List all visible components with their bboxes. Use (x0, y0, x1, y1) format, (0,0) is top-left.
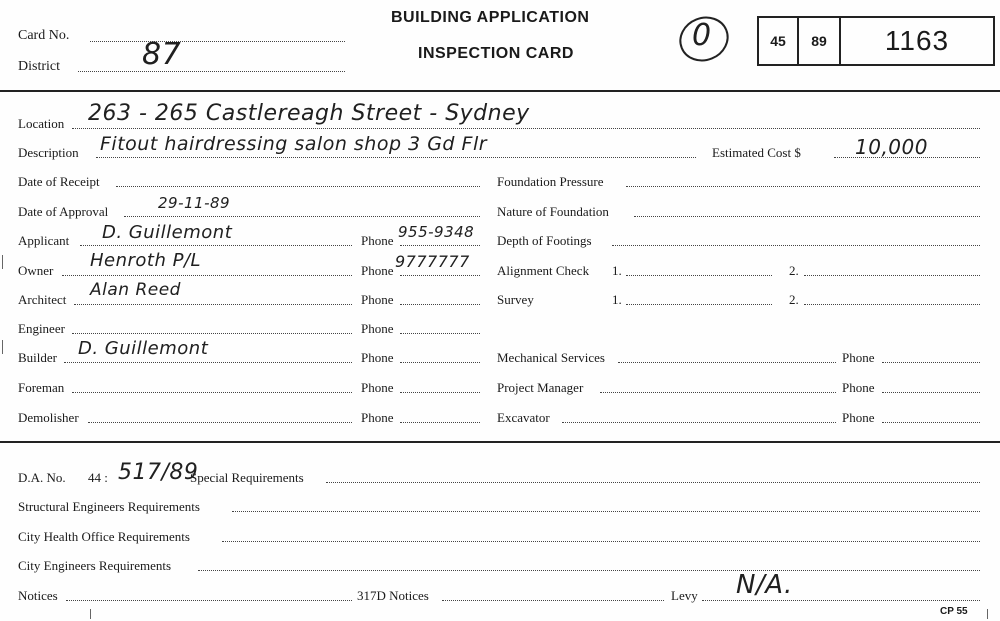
architect-phone-label: Phone (361, 292, 394, 307)
alignment-check-num-2: 2. (789, 263, 799, 278)
applicant-phone-label: Phone (361, 233, 394, 248)
description-field[interactable] (96, 157, 696, 158)
architect-value: Alan Reed (90, 280, 181, 300)
location-field[interactable] (72, 128, 980, 129)
depth-of-footings-label: Depth of Footings (497, 233, 592, 248)
levy-field[interactable] (702, 600, 980, 601)
engineer-phone-field[interactable] (400, 333, 480, 334)
da-no-value: 517/89 (118, 460, 199, 485)
left-edge-tick-2 (2, 340, 3, 354)
builder-phone-field[interactable] (400, 362, 480, 363)
mechanical-services-phone-label: Phone (842, 350, 875, 365)
foreman-phone-label: Phone (361, 380, 394, 395)
builder-label: Builder (18, 350, 57, 365)
box-left-value: 45 (770, 33, 786, 49)
estimated-cost-value: 10,000 (855, 135, 928, 159)
left-edge-tick-1 (2, 255, 3, 269)
alignment-check-label: Alignment Check (497, 263, 590, 278)
owner-value: Henroth P/L (90, 250, 202, 271)
foreman-field[interactable] (72, 392, 352, 393)
middle-rule (0, 441, 1000, 443)
project-manager-field[interactable] (600, 392, 836, 393)
applicant-label: Applicant (18, 233, 70, 248)
box-number-value: 1163 (884, 25, 950, 56)
nature-of-foundation-field[interactable] (634, 216, 980, 217)
builder-phone-label: Phone (361, 350, 394, 365)
mechanical-services-phone-field[interactable] (882, 362, 980, 363)
excavator-phone-field[interactable] (882, 422, 980, 423)
description-label: Description (18, 145, 79, 160)
district-value: 87 (142, 37, 182, 72)
circled-mark (676, 12, 732, 66)
title-line-2: INSPECTION CARD (418, 45, 574, 62)
card-no-label: Card No. (18, 28, 70, 43)
project-manager-label: Project Manager (497, 380, 584, 395)
owner-phone-field[interactable] (400, 275, 480, 276)
owner-label: Owner (18, 263, 54, 278)
notices-317d-label: 317D Notices (357, 588, 429, 603)
foreman-phone-field[interactable] (400, 392, 480, 393)
demolisher-label: Demolisher (18, 410, 79, 425)
card-number-box (757, 16, 995, 66)
structural-engineers-label: Structural Engineers Requirements (18, 499, 200, 514)
box-left-cell (759, 18, 799, 64)
survey-field-1[interactable] (626, 304, 772, 305)
estimated-cost-label: Estimated Cost $ (712, 145, 801, 160)
demolisher-phone-label: Phone (361, 410, 394, 425)
notices-field[interactable] (66, 600, 352, 601)
location-label: Location (18, 116, 65, 131)
excavator-phone-label: Phone (842, 410, 875, 425)
builder-field[interactable] (64, 362, 352, 363)
special-requirements-field[interactable] (326, 482, 980, 483)
circled-mark-text: 0 (692, 18, 712, 53)
box-mid-cell (799, 18, 841, 64)
description-value: Fitout hairdressing salon shop 3 Gd Flr (100, 133, 488, 155)
demolisher-field[interactable] (88, 422, 352, 423)
city-engineers-label: City Engineers Requirements (18, 558, 172, 573)
date-of-receipt-label: Date of Receipt (18, 174, 100, 189)
foreman-label: Foreman (18, 380, 65, 395)
city-health-field[interactable] (222, 541, 980, 542)
notices-317d-field[interactable] (442, 600, 664, 601)
foundation-pressure-label: Foundation Pressure (497, 174, 604, 189)
engineer-field[interactable] (72, 333, 352, 334)
district-field[interactable] (78, 71, 345, 72)
levy-label: Levy (671, 588, 698, 603)
architect-field[interactable] (74, 304, 352, 305)
da-no-prefix: 44 : (88, 470, 108, 485)
owner-phone-value: 9777777 (395, 252, 470, 271)
excavator-label: Excavator (497, 410, 550, 425)
location-value: 263 - 265 Castlereagh Street - Sydney (88, 101, 530, 126)
applicant-field[interactable] (80, 245, 352, 246)
structural-engineers-field[interactable] (232, 511, 980, 512)
levy-value: N/A. (736, 570, 793, 600)
project-manager-phone-field[interactable] (882, 392, 980, 393)
box-mid-value: 89 (811, 33, 827, 49)
foundation-pressure-field[interactable] (626, 186, 980, 187)
alignment-check-field-2[interactable] (804, 275, 980, 276)
survey-label: Survey (497, 292, 534, 307)
survey-field-2[interactable] (804, 304, 980, 305)
applicant-phone-field[interactable] (400, 245, 480, 246)
depth-of-footings-field[interactable] (612, 245, 980, 246)
alignment-check-num-1: 1. (612, 263, 622, 278)
city-engineers-field[interactable] (198, 570, 980, 571)
engineer-label: Engineer (18, 321, 65, 336)
card-no-field[interactable] (90, 41, 345, 42)
architect-label: Architect (18, 292, 67, 307)
project-manager-phone-label: Phone (842, 380, 875, 395)
mechanical-services-field[interactable] (618, 362, 836, 363)
engineer-phone-label: Phone (361, 321, 394, 336)
alignment-check-field-1[interactable] (626, 275, 772, 276)
bottom-edge-tick (90, 609, 91, 619)
nature-of-foundation-label: Nature of Foundation (497, 204, 609, 219)
top-rule (0, 90, 1000, 92)
right-edge-tick (987, 609, 988, 619)
owner-phone-label: Phone (361, 263, 394, 278)
date-of-approval-label: Date of Approval (18, 204, 109, 219)
owner-field[interactable] (62, 275, 352, 276)
date-of-receipt-field[interactable] (116, 186, 480, 187)
district-label: District (18, 59, 60, 74)
survey-num-2: 2. (789, 292, 799, 307)
box-number-cell (841, 18, 993, 64)
date-of-approval-field[interactable] (124, 216, 480, 217)
builder-value: D. Guillemont (78, 338, 209, 359)
excavator-field[interactable] (562, 422, 836, 423)
applicant-value: D. Guillemont (102, 222, 233, 243)
city-health-label: City Health Office Requirements (18, 529, 190, 544)
mechanical-services-label: Mechanical Services (497, 350, 605, 365)
architect-phone-field[interactable] (400, 304, 480, 305)
date-of-approval-value: 29-11-89 (158, 194, 231, 212)
survey-num-1: 1. (612, 292, 622, 307)
da-no-label: D.A. No. (18, 470, 66, 485)
form-code: CP 55 (940, 606, 968, 617)
title-line-1: BUILDING APPLICATION (391, 9, 590, 26)
applicant-phone-value: 955-9348 (398, 223, 475, 241)
special-requirements-label: Special Requirements (190, 470, 304, 485)
demolisher-phone-field[interactable] (400, 422, 480, 423)
notices-label: Notices (18, 588, 58, 603)
